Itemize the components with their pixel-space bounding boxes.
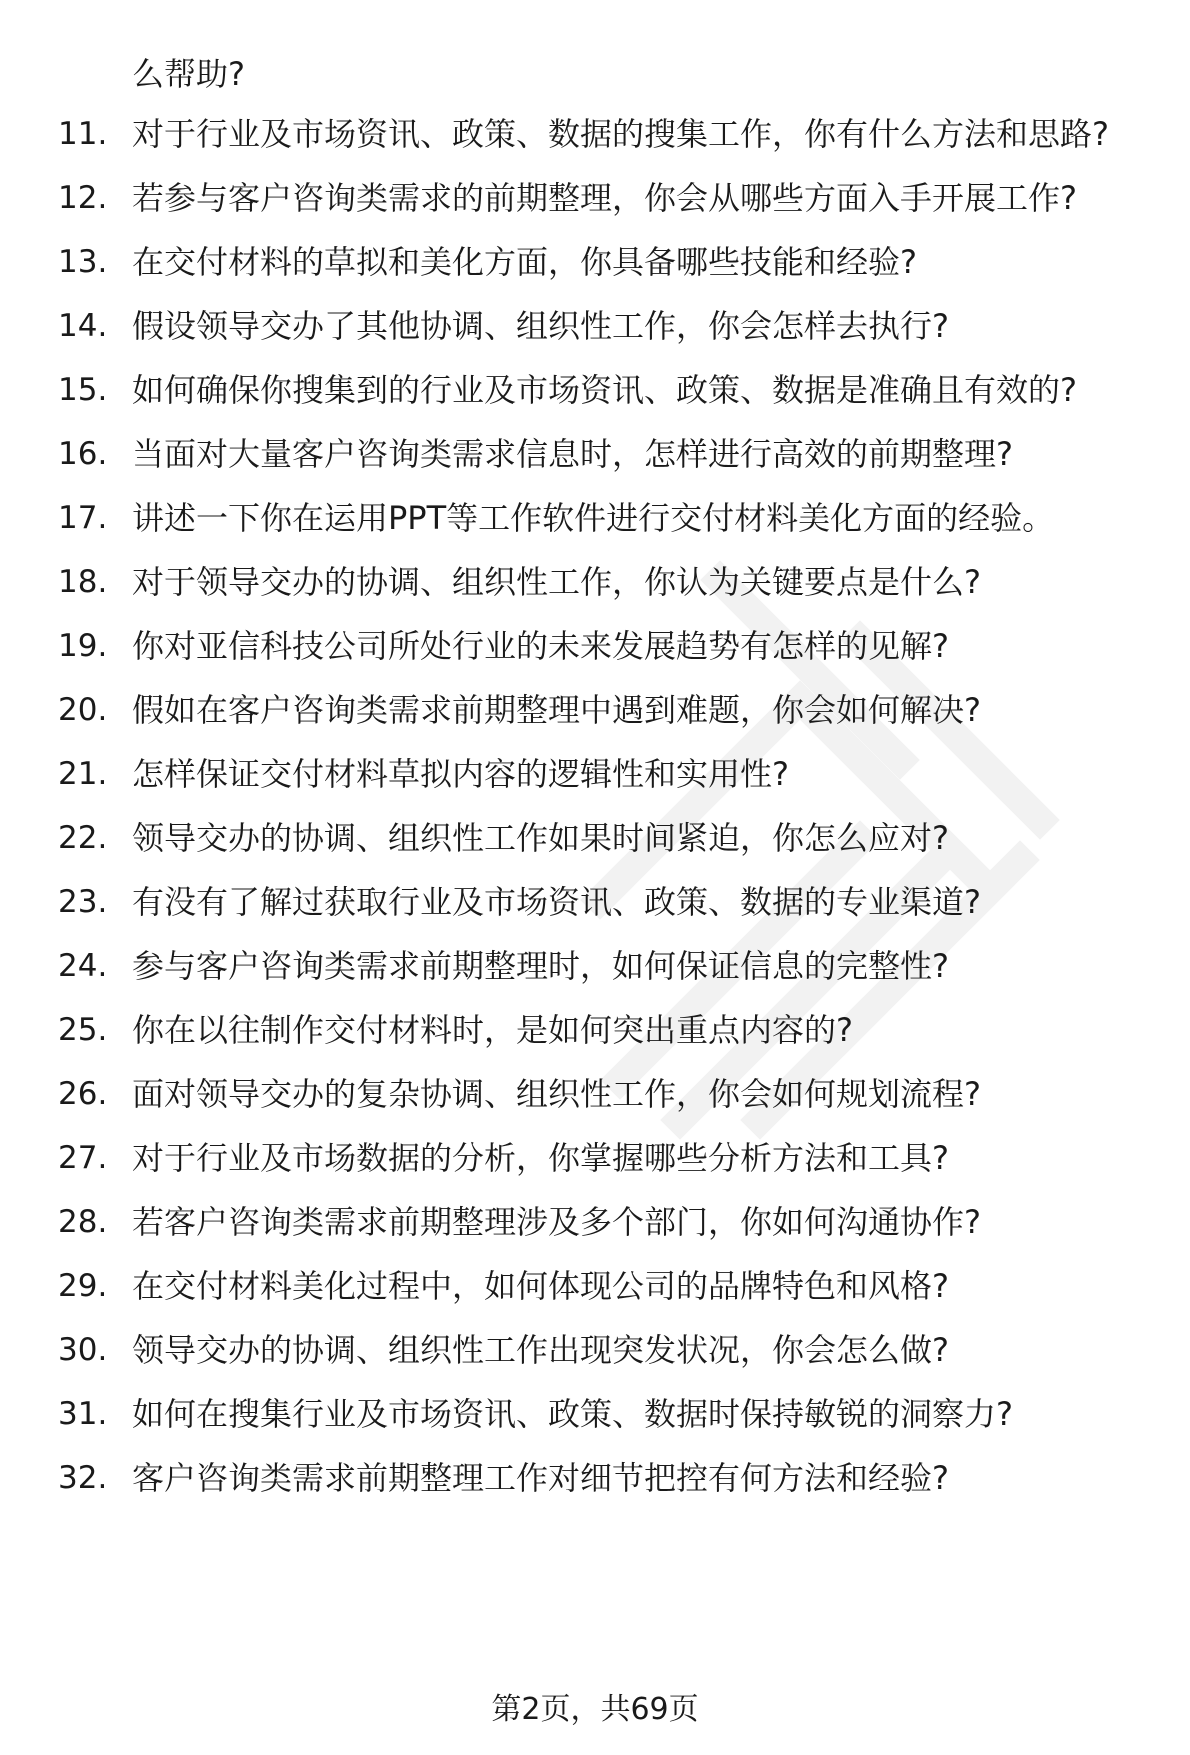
question-item bbox=[0, 816, 1190, 860]
question-item bbox=[0, 752, 1190, 796]
question-number: 22. bbox=[58, 820, 108, 856]
question-list bbox=[0, 112, 1190, 1520]
page-footer: 第2页，共69页 bbox=[491, 1692, 699, 1727]
question-text: 参与客户咨询类需求前期整理时，如何保证信息的完整性? bbox=[132, 947, 949, 985]
question-number: 25. bbox=[58, 1012, 108, 1048]
question-item bbox=[0, 944, 1190, 988]
question-text: 领导交办的协调、组织性工作出现突发状况，你会怎么做? bbox=[132, 1331, 949, 1369]
question-item bbox=[0, 240, 1190, 284]
question-text: 对于行业及市场数据的分析，你掌握哪些分析方法和工具? bbox=[132, 1139, 949, 1177]
question-number: 15. bbox=[58, 372, 108, 408]
question-text: 假如在客户咨询类需求前期整理中遇到难题，你会如何解决? bbox=[132, 691, 981, 729]
question-item bbox=[0, 880, 1190, 924]
question-item bbox=[0, 304, 1190, 348]
question-number: 21. bbox=[58, 756, 108, 792]
question-text: 假设领导交办了其他协调、组织性工作，你会怎样去执行? bbox=[132, 307, 949, 345]
question-text: 在交付材料美化过程中，如何体现公司的品牌特色和风格? bbox=[132, 1267, 949, 1305]
question-text: 你对亚信科技公司所处行业的未来发展趋势有怎样的见解? bbox=[132, 627, 949, 665]
question-number: 30. bbox=[58, 1332, 108, 1368]
question-item bbox=[0, 1200, 1190, 1244]
question-item bbox=[0, 688, 1190, 732]
question-text: 怎样保证交付材料草拟内容的逻辑性和实用性? bbox=[132, 755, 789, 793]
question-text: 如何确保你搜集到的行业及市场资讯、政策、数据是准确且有效的? bbox=[132, 371, 1077, 409]
question-item bbox=[0, 432, 1190, 476]
question-text: 如何在搜集行业及市场资讯、政策、数据时保持敏锐的洞察力? bbox=[132, 1395, 1013, 1433]
question-number: 19. bbox=[58, 628, 108, 664]
question-text: 有没有了解过获取行业及市场资讯、政策、数据的专业渠道? bbox=[132, 883, 981, 921]
question-text: 面对领导交办的复杂协调、组织性工作，你会如何规划流程? bbox=[132, 1075, 981, 1113]
question-text: 在交付材料的草拟和美化方面，你具备哪些技能和经验? bbox=[132, 243, 917, 281]
question-number: 31. bbox=[58, 1396, 108, 1432]
question-item bbox=[0, 1456, 1190, 1500]
question-text: 客户咨询类需求前期整理工作对细节把控有何方法和经验? bbox=[132, 1459, 949, 1497]
question-number: 20. bbox=[58, 692, 108, 728]
question-item bbox=[0, 1264, 1190, 1308]
question-number: 26. bbox=[58, 1076, 108, 1112]
question-item bbox=[0, 1328, 1190, 1372]
question-number: 11. bbox=[58, 116, 108, 152]
question-number: 23. bbox=[58, 884, 108, 920]
question-number: 28. bbox=[58, 1204, 108, 1240]
question-number: 12. bbox=[58, 180, 108, 216]
question-text: 若客户咨询类需求前期整理涉及多个部门，你如何沟通协作? bbox=[132, 1203, 981, 1241]
question-item bbox=[0, 1008, 1190, 1052]
question-text: 对于领导交办的协调、组织性工作，你认为关键要点是什么? bbox=[132, 563, 981, 601]
question-text: 若参与客户咨询类需求的前期整理，你会从哪些方面入手开展工作? bbox=[132, 179, 1077, 217]
question-number: 14. bbox=[58, 308, 108, 344]
question-number: 29. bbox=[58, 1268, 108, 1304]
question-text: 你在以往制作交付材料时，是如何突出重点内容的? bbox=[132, 1011, 853, 1049]
question-item bbox=[0, 1072, 1190, 1116]
question-item bbox=[0, 1136, 1190, 1180]
question-number: 24. bbox=[58, 948, 108, 984]
question-item bbox=[0, 624, 1190, 668]
question-text: 领导交办的协调、组织性工作如果时间紧迫，你怎么应对? bbox=[132, 819, 949, 857]
question-number: 16. bbox=[58, 436, 108, 472]
question-item bbox=[0, 368, 1190, 412]
question-item bbox=[0, 496, 1190, 540]
question-number: 27. bbox=[58, 1140, 108, 1176]
question-text: 当面对大量客户咨询类需求信息时，怎样进行高效的前期整理? bbox=[132, 435, 1013, 473]
question-item bbox=[0, 560, 1190, 604]
question-number: 17. bbox=[58, 500, 108, 536]
question-item bbox=[0, 176, 1190, 220]
continued-question-text: 么帮助? bbox=[132, 55, 245, 93]
question-number: 13. bbox=[58, 244, 108, 280]
question-text: 对于行业及市场资讯、政策、数据的搜集工作，你有什么方法和思路? bbox=[132, 115, 1109, 153]
question-item bbox=[0, 1392, 1190, 1436]
question-number: 32. bbox=[58, 1460, 108, 1496]
question-number: 18. bbox=[58, 564, 108, 600]
question-text: 讲述一下你在运用PPT等工作软件进行交付材料美化方面的经验。 bbox=[132, 499, 1055, 537]
question-item bbox=[0, 112, 1190, 156]
